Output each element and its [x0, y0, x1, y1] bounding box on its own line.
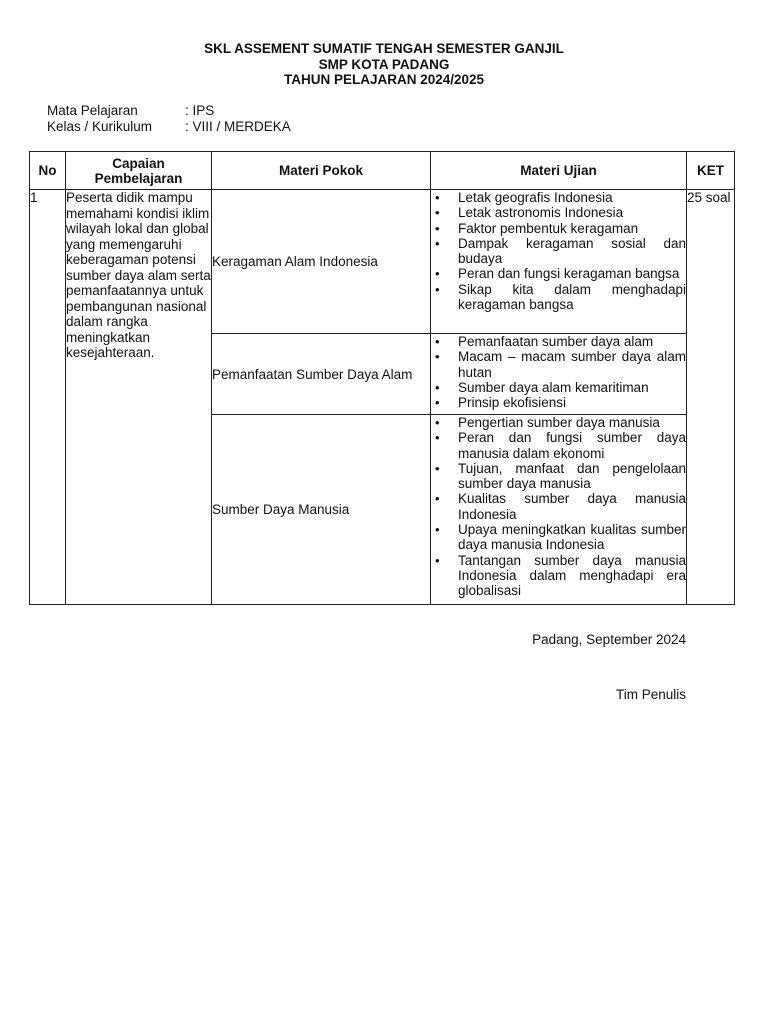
title-line-2: SMP KOTA PADANG: [318, 56, 450, 72]
skl-table: [29, 151, 735, 605]
materi-ujian-3: [431, 415, 687, 605]
document-header: [0, 41, 768, 88]
table-row: [30, 190, 735, 334]
ujian-list-2: [431, 334, 686, 410]
materi-ujian-2: [431, 334, 687, 415]
list-item: • Pengertian sumber daya manusia: [431, 415, 686, 430]
materi-pokok-2: Pemanfaatan Sumber Daya Alam: [212, 334, 431, 415]
list-item: • Peran dan fungsi keragaman bangsa: [431, 266, 686, 281]
materi-pokok-3: Sumber Daya Manusia: [212, 415, 431, 605]
meta-info: [47, 103, 291, 135]
list-item: • Dampak keragaman sosial dan budaya: [431, 236, 686, 267]
materi-pokok-1: Keragaman Alam Indonesia: [212, 190, 431, 334]
class-label: Kelas / Kurikulum: [47, 119, 153, 134]
list-item: • Tujuan, manfaat dan pengelolaan sumber daya manusia: [431, 461, 686, 492]
list-item: • Kualitas sumber daya manusia Indonesia: [431, 491, 686, 522]
col-header-materi-pokok: Materi Pokok: [212, 152, 431, 190]
list-item: • Peran dan fungsi sumber daya manusia dalam ekonomi: [431, 430, 686, 461]
class-value: : VIII / MERDEKA: [185, 119, 291, 134]
list-item: • Upaya meningkatkan kualitas sumber daya manusia Indonesia: [431, 522, 686, 553]
list-item: • Pemanfaatan sumber daya alam: [431, 334, 686, 349]
title-line-1: SKL ASSEMENT SUMATIF TENGAH SEMESTER GANJIL: [204, 41, 564, 56]
ujian-list-1: [431, 190, 686, 312]
col-header-capaian: [66, 152, 212, 190]
col-header-ket: KET: [687, 152, 735, 190]
list-item: • Faktor pembentuk keragaman: [431, 221, 686, 236]
col-header-no: No: [30, 152, 66, 190]
col-header-capaian-text: Capaian Pembelajaran: [94, 155, 183, 186]
list-item: • Macam – macam sumber daya alam hutan: [431, 349, 686, 380]
list-item: • Prinsip ekofisiensi: [431, 395, 686, 410]
ket-text: 25 soal: [687, 190, 735, 605]
capaian-text: Peserta didik mampu memahami kondisi iklim wilayah lokal dan global yang memengaruhi keberagaman potensi sumber daya alam serta pemanfaatannya untuk pembangunan nasional dalam rangka meningkatkan kesejahteraan.: [66, 190, 212, 605]
materi-ujian-1: [431, 190, 687, 334]
table-header-row: [30, 152, 735, 190]
list-item: • Sumber daya alam kemaritiman: [431, 380, 686, 395]
list-item: • Letak astronomis Indonesia: [431, 205, 686, 220]
subject-value: : IPS: [185, 103, 215, 118]
row-number: 1: [30, 190, 66, 605]
subject-label: Mata Pelajaran: [47, 103, 138, 118]
list-item: • Letak geografis Indonesia: [431, 190, 686, 205]
title-line-3: TAHUN PELAJARAN 2024/2025: [283, 72, 485, 87]
author-signature: Tim Penulis: [615, 687, 686, 702]
ujian-list-3: [431, 415, 686, 599]
meta-class-row: [47, 119, 291, 135]
meta-subject-row: [47, 103, 291, 119]
list-item: • Tantangan sumber daya manusia Indonesia dalam menghadapi era globalisasi: [431, 553, 686, 599]
place-date: Padang, September 2024: [532, 632, 686, 647]
list-item: • Sikap kita dalam menghadapi keragaman bangsa: [431, 282, 686, 313]
col-header-materi-ujian: Materi Ujian: [431, 152, 687, 190]
